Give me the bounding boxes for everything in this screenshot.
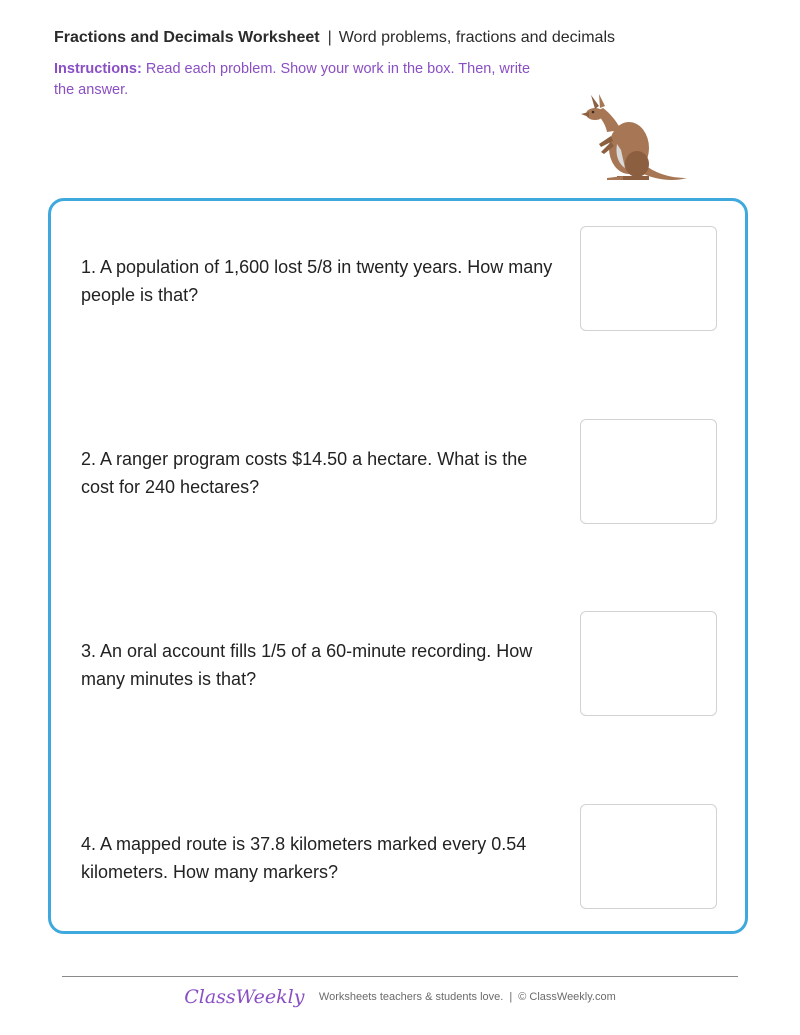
problem-2: 2. A ranger program costs $14.50 a hectare. What is the cost for 240 hectares?: [81, 449, 528, 497]
answer-box-3[interactable]: [580, 611, 717, 716]
answer-box-2[interactable]: [580, 419, 717, 524]
footer-tagline-group: [319, 991, 616, 1003]
footer-copyright: © ClassWeekly.com: [518, 991, 616, 1003]
footer-divider: [62, 976, 738, 977]
kangaroo-icon: [577, 92, 689, 184]
header-separator: |: [327, 29, 332, 46]
problem-3: 3. An oral account fills 1/5 of a 60-minute recording. How many minutes is that?: [81, 641, 533, 689]
worksheet-title: Fractions and Decimals Worksheet: [54, 29, 320, 46]
instructions-label: Instructions:: [54, 61, 142, 77]
problem-1: 1. A population of 1,600 lost 5/8 in twenty years. How many people is that?: [81, 257, 553, 305]
brand-logo: ClassWeekly: [184, 986, 305, 1008]
instructions-text: Read each problem. Show your work in the box. Then, write the answer.: [54, 61, 531, 98]
worksheet-subtitle: Word problems, fractions and decimals: [338, 29, 615, 46]
instructions: [54, 59, 534, 101]
worksheet-header: [54, 28, 615, 48]
footer-separator: |: [509, 991, 513, 1003]
problem-4: 4. A mapped route is 37.8 kilometers marked every 0.54 kilometers. How many markers?: [81, 834, 527, 882]
footer-tagline: Worksheets teachers & students love.: [318, 991, 504, 1003]
answer-box-4[interactable]: [580, 804, 717, 909]
footer: [0, 986, 800, 1008]
answer-box-1[interactable]: [580, 226, 717, 331]
